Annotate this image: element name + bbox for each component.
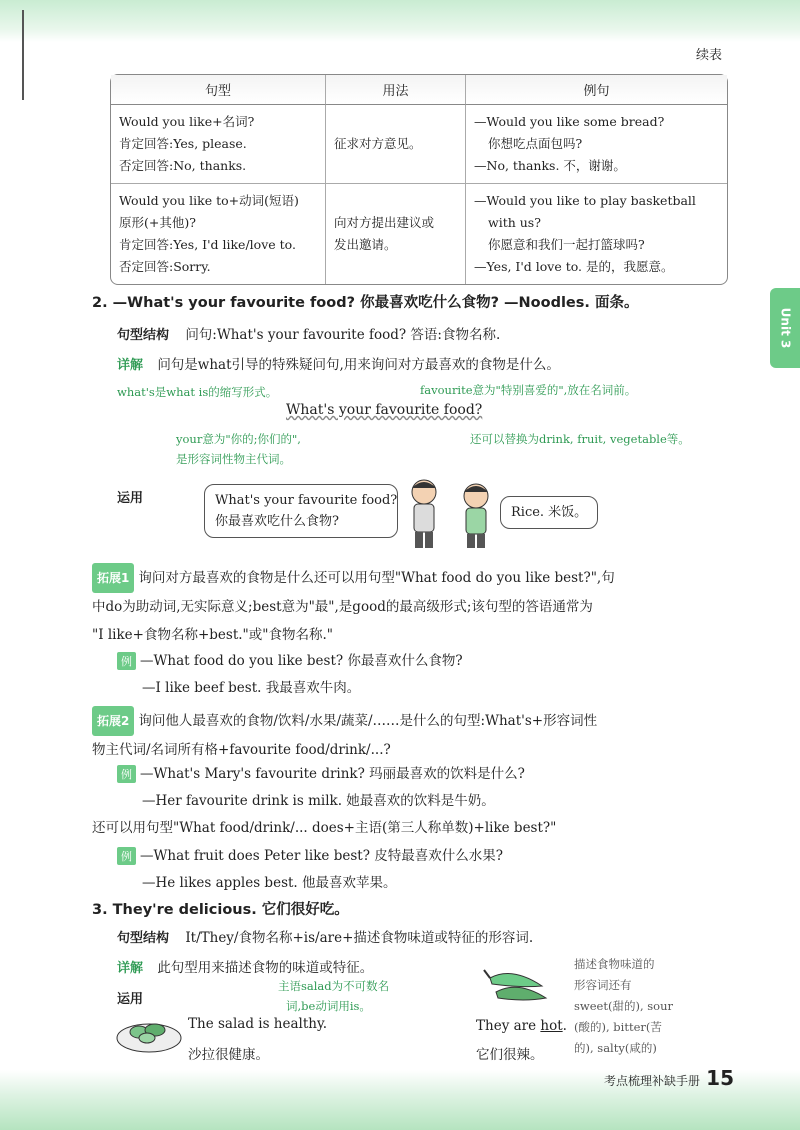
usage-cell: 向对方提出建议或 发出邀请。 xyxy=(326,184,466,284)
s2-structure: 句型结构 问句:What's your favourite food? 答语:食物名称. xyxy=(117,327,501,343)
footer-book-title: 考点梳理补缺手册 xyxy=(603,1074,700,1088)
two-boys-illustration xyxy=(402,474,498,550)
extension-1-badge: 拓展1 xyxy=(92,563,134,593)
s2-use-label: 运用 xyxy=(117,491,144,506)
unit-side-tab: Unit 3 xyxy=(770,288,800,368)
col-header-example: 例句 xyxy=(466,75,727,105)
extension-2-badge: 拓展2 xyxy=(92,706,134,736)
ext2-example-2: —Her favourite drink is milk. 她最喜欢的饮料是牛奶。 xyxy=(142,793,495,809)
col-header-pattern: 句型 xyxy=(111,75,326,105)
table-row xyxy=(111,105,727,184)
s3-use-label: 运用 xyxy=(117,992,144,1007)
col-header-usage: 用法 xyxy=(326,75,466,105)
example-cell: —Would you like to play basketball with us? 你愿意和我们一起打篮球吗? —Yes, I'd love to. 是的，我愿意。 xyxy=(474,193,696,274)
margin-rule xyxy=(22,10,24,100)
section-2-heading: 2. —What's your favourite food? 你最喜欢吃什么食物? —Noodles. 面条。 xyxy=(92,295,639,311)
grammar-table xyxy=(110,74,728,285)
usage-cell: 征求对方意见。 xyxy=(326,105,466,184)
s2-detail: 详解 问句是what引导的特殊疑问句,用来询问对方最喜欢的食物是什么。 xyxy=(117,357,560,373)
pattern-cell: Would you like+名词? 肯定回答:Yes, please. 否定回答:No, thanks. xyxy=(111,105,326,184)
ext1-example-1: 例 —What food do you like best? 你最喜欢什么食物? xyxy=(117,649,463,670)
hot-example-en: They are hot. xyxy=(476,1018,567,1034)
ext1-example-2: —I like beef best. 我最喜欢牛肉。 xyxy=(142,680,361,696)
note-salad-1: 主语salad为不可数名 xyxy=(278,979,390,993)
top-decoration xyxy=(0,0,800,42)
pattern-cell: Would you like to+动词(短语) 原形(+其他)? 肯定回答:Yes, I'd like/love to. 否定回答:Sorry. xyxy=(111,184,326,284)
note-salad-2: 词,be动词用is。 xyxy=(286,999,371,1013)
salad-example-en: The salad is healthy. xyxy=(188,1016,328,1032)
salad-illustration xyxy=(115,1012,183,1054)
ext2-alternative: 还可以用句型"What food/drink/... does+主语(第三人称单数)+like best?" xyxy=(92,820,557,836)
extension-2: 拓展2 询问他人最喜欢的食物/饮料/水果/蔬菜/……是什么的句型:What's+形容词性 物主代词/名词所有格+favourite food/drink/...? xyxy=(92,706,597,764)
note-your-2: 是形容词性物主代词。 xyxy=(176,452,291,466)
page-number: 15 xyxy=(706,1066,734,1090)
note-taste: 描述食物味道的 形容词还有 sweet(甜的), sour (酸的), bitter(苦 的), salty(咸的) xyxy=(574,957,673,1055)
note-your-1: your意为"你的;你们的", xyxy=(176,432,301,446)
chili-peppers-illustration xyxy=(482,958,552,1008)
speech-bubble-question: What's your favourite food? 你最喜欢吃什么食物? xyxy=(204,484,398,538)
ext2-example-1: 例 —What's Mary's favourite drink? 玛丽最喜欢的饮料是什么? xyxy=(117,762,525,783)
example-cell: —Would you like some bread? 你想吃点面包吗? —No, thanks. 不，谢谢。 xyxy=(466,105,727,184)
center-sentence: What's your favourite food? xyxy=(286,402,483,418)
table-continued-label: 续表 xyxy=(695,48,722,63)
note-favourite: favourite意为"特别喜爱的",放在名词前。 xyxy=(420,383,637,397)
speech-bubble-answer: Rice. 米饭。 xyxy=(500,496,598,529)
hot-example-zh: 它们很辣。 xyxy=(476,1047,544,1063)
s3-detail: 详解 此句型用来描述食物的味道或特征。 xyxy=(117,960,374,976)
note-whats: what's是what is的缩写形式。 xyxy=(117,385,278,399)
extension-1: 拓展1 询问对方最喜欢的食物是什么还可以用句型"What food do you like best?",句 中do为助动词,无实际意义;best意为"最",是good的最高级形式;该句型的答语通常为 "I like+食物名称+best."或"食物名称." xyxy=(92,563,732,649)
ext2-example-3: 例 —What fruit does Peter like best? 皮特最喜欢什么水果? xyxy=(117,844,503,865)
ext2-example-4: —He likes apples best. 他最喜欢苹果。 xyxy=(142,875,397,891)
salad-example-zh: 沙拉很健康。 xyxy=(188,1047,269,1063)
note-food: 还可以替换为drink, fruit, vegetable等。 xyxy=(470,432,690,446)
table-row xyxy=(111,184,727,284)
section-3-heading: 3. They're delicious. 它们很好吃。 xyxy=(92,902,349,918)
s3-structure: 句型结构 It/They/食物名称+is/are+描述食物味道或特征的形容词. xyxy=(117,930,534,946)
